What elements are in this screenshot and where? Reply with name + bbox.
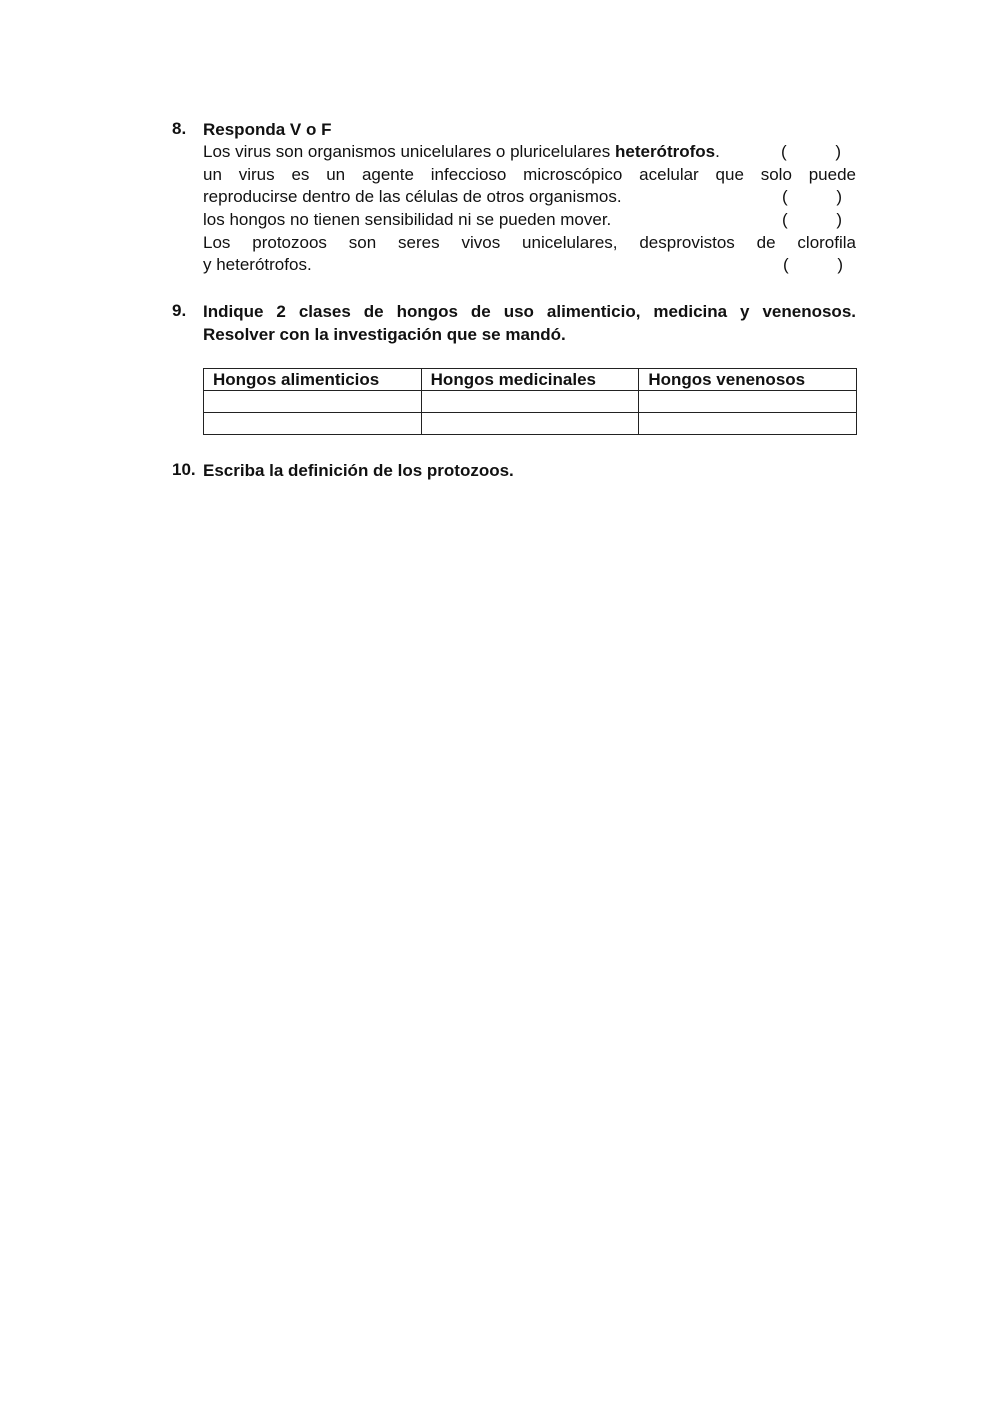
- table-cell[interactable]: [639, 413, 857, 435]
- statement-3: los hongos no tienen sensibilidad ni se pueden mover. ( ): [203, 210, 842, 230]
- table-row: [204, 391, 857, 413]
- question-title-line-2: Resolver con la investigación que se mandó.: [203, 324, 566, 344]
- question-title: Responda V o F: [203, 120, 332, 139]
- statement-text: los hongos no tienen sensibilidad ni se pueden mover.: [203, 210, 612, 230]
- column-header-food: Hongos alimenticios: [204, 369, 422, 391]
- statement-end: .: [715, 142, 720, 161]
- statement-1: Los virus son organismos unicelulares o pluricelulares heterótrofos. ( ): [203, 142, 841, 161]
- statement-4-line-2: y heterótrofos. ( ): [203, 255, 843, 275]
- statement-2-line-1: un virus es un agente infeccioso microscópico acelular que solo puede: [203, 164, 856, 184]
- table-header-row: [204, 369, 857, 391]
- statement-text: Los virus son organismos unicelulares o pluricelulares: [203, 142, 615, 161]
- table-cell[interactable]: [639, 391, 857, 413]
- table-row: [204, 413, 857, 435]
- statement-text: reproducirse dentro de las células de otros organismos.: [203, 187, 622, 207]
- question-number: 10.: [172, 460, 196, 479]
- statement-text: y heterótrofos.: [203, 255, 312, 275]
- column-header-medicinal: Hongos medicinales: [421, 369, 639, 391]
- statement-2-line-2: reproducirse dentro de las células de otros organismos. ( ): [203, 187, 842, 207]
- statement-4-line-1: Los protozoos son seres vivos unicelulares, desprovistos de clorofila: [203, 232, 856, 252]
- table-cell[interactable]: [421, 391, 639, 413]
- question-title: Escriba la definición de los protozoos.: [203, 461, 514, 480]
- fungi-table: [203, 368, 857, 435]
- question-body: [203, 119, 856, 277]
- statement-bold-term: heterótrofos: [614, 142, 716, 161]
- question-title-line-1: Indique 2 clases de hongos de uso alimenticio, medicina y venenosos.: [203, 302, 856, 321]
- question-number: 8.: [172, 119, 187, 138]
- column-header-poisonous: Hongos venenosos: [639, 369, 857, 391]
- table-cell[interactable]: [204, 391, 422, 413]
- question-number: 9.: [172, 301, 187, 320]
- table-cell[interactable]: [421, 413, 639, 435]
- question-title: [203, 301, 856, 346]
- table-cell[interactable]: [204, 413, 422, 435]
